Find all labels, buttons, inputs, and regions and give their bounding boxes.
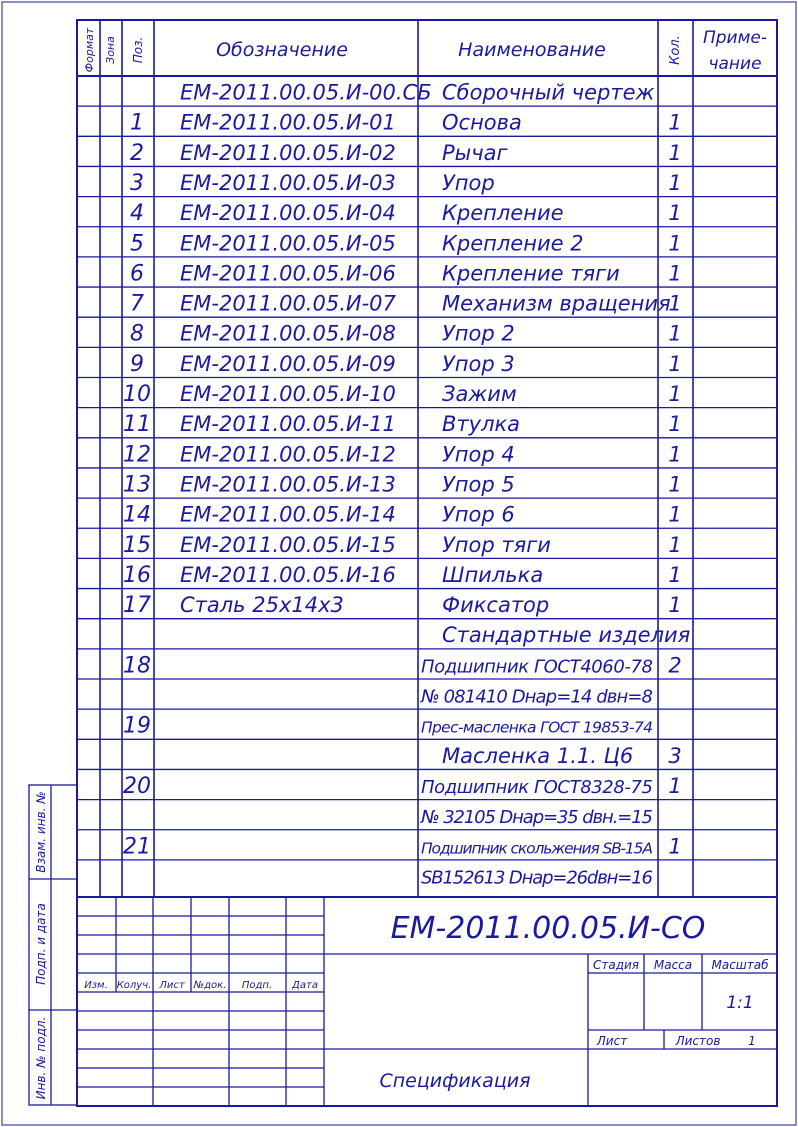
table-row <box>123 503 682 528</box>
row-qty: 1 <box>668 382 682 407</box>
header-note-line1: Приме- <box>702 28 768 48</box>
row-name: Подшипник ГОСТ8328-75 <box>421 776 653 798</box>
row-pos: 21 <box>123 834 151 860</box>
row-name: Упор <box>442 170 495 195</box>
scale-value: 1:1 <box>726 993 754 1013</box>
row-name: SB152613 Dнар=26dвн=16 <box>421 867 653 889</box>
row-pos: 14 <box>123 502 151 528</box>
row-designation: ЕМ-2011.00.05.И-03 <box>180 170 396 195</box>
col-list-label: Лист <box>159 980 185 991</box>
row-pos: 2 <box>130 140 144 166</box>
row-qty: 1 <box>668 472 682 497</box>
table-row <box>123 412 682 437</box>
table-row <box>123 653 682 678</box>
row-name: Механизм вращения <box>442 291 671 316</box>
table-row <box>180 81 654 105</box>
table-row <box>442 744 682 768</box>
sheet-label: Лист <box>596 1034 628 1048</box>
row-name: Сборочный чертеж <box>442 80 655 105</box>
row-qty: 1 <box>668 261 682 286</box>
row-pos: 3 <box>130 170 144 196</box>
table-row <box>442 623 690 647</box>
table-row <box>123 382 682 407</box>
header-designation: Обозначение <box>216 39 348 61</box>
header-pos: Поз. <box>131 36 145 64</box>
stage-label: Стадия <box>592 958 640 972</box>
row-designation: ЕМ-2011.00.05.И-09 <box>180 351 396 376</box>
row-designation: ЕМ-2011.00.05.И-08 <box>180 321 396 346</box>
row-designation: ЕМ-2011.00.05.И-00.СБ <box>180 80 432 105</box>
col-izm-label: Изм. <box>84 980 108 991</box>
row-designation: Сталь 25х14х3 <box>180 593 344 618</box>
row-name: Упор 5 <box>442 472 515 497</box>
stamp-inv-podl: Инв. № подл. <box>34 1016 48 1100</box>
stamp-sign-date: Подп. и дата <box>34 903 48 985</box>
table-row <box>130 201 682 226</box>
row-name: № 32105 Dнар=35 dвн.=15 <box>421 807 653 829</box>
header-zone: Зона <box>104 36 117 64</box>
table-row <box>420 807 653 828</box>
row-name: Рычаг <box>442 140 508 165</box>
row-pos: 16 <box>123 562 151 588</box>
row-name: Зажим <box>442 382 517 407</box>
document-code: ЕМ-2011.00.05.И-СО <box>390 911 706 946</box>
row-qty: 1 <box>668 834 682 859</box>
row-pos: 20 <box>123 773 151 799</box>
table-row <box>123 442 682 467</box>
table-row <box>130 111 682 136</box>
row-name: Упор 6 <box>442 502 515 527</box>
row-designation: ЕМ-2011.00.05.И-14 <box>180 502 396 527</box>
col-data-label: Дата <box>292 980 318 991</box>
col-ndok-label: №док. <box>193 980 227 991</box>
table-row <box>130 352 682 377</box>
row-name: Упор тяги <box>442 532 551 557</box>
document-title: Спецификация <box>379 1070 531 1092</box>
row-qty: 1 <box>668 442 682 467</box>
row-qty: 1 <box>668 412 682 437</box>
row-name: Шпилька <box>442 562 544 587</box>
row-designation: ЕМ-2011.00.05.И-16 <box>180 562 396 587</box>
row-qty: 1 <box>668 140 682 165</box>
row-pos: 4 <box>130 201 144 227</box>
row-name: Крепление <box>442 201 564 226</box>
table-row <box>123 472 682 497</box>
row-qty: 3 <box>668 743 682 768</box>
table-header <box>83 27 767 74</box>
header-name: Наименование <box>458 39 606 61</box>
row-name: Подшипник ГОСТ4060-78 <box>421 656 653 678</box>
row-pos: 15 <box>123 532 151 558</box>
table-row <box>123 593 682 618</box>
table-row <box>130 231 682 256</box>
table-row <box>130 261 682 286</box>
row-designation: ЕМ-2011.00.05.И-13 <box>180 472 396 497</box>
row-pos: 11 <box>123 412 151 438</box>
row-qty: 1 <box>668 291 682 316</box>
stamp-inv-zam: Взам. инв. № <box>34 791 48 873</box>
header-format: Формат <box>83 27 96 73</box>
row-name: Подшипник скольжения SB-15A <box>421 839 653 858</box>
row-pos: 5 <box>130 231 144 257</box>
table-row <box>130 322 682 347</box>
col-kol-label: Колуч. <box>116 980 152 991</box>
header-qty: Кол. <box>668 35 683 65</box>
row-designation: ЕМ-2011.00.05.И-04 <box>180 201 396 226</box>
row-pos: 19 <box>123 713 151 739</box>
row-qty: 1 <box>668 110 682 135</box>
row-name: Упор 2 <box>442 321 515 346</box>
col-podp-label: Подп. <box>241 980 273 991</box>
scale-label: Масштаб <box>711 958 769 972</box>
table-row <box>130 292 682 317</box>
row-name: Крепление 2 <box>442 231 584 256</box>
row-pos: 12 <box>123 442 151 468</box>
row-qty: 1 <box>668 351 682 376</box>
row-qty: 1 <box>668 502 682 527</box>
table-row <box>123 774 682 799</box>
row-pos: 1 <box>130 110 144 136</box>
row-qty: 2 <box>668 653 682 678</box>
sheets-value: 1 <box>748 1034 756 1048</box>
row-name: Крепление тяги <box>442 261 620 286</box>
row-pos: 13 <box>123 472 151 498</box>
row-name: Стандартные изделия <box>442 623 691 648</box>
row-qty: 1 <box>668 593 682 618</box>
row-qty: 1 <box>668 532 682 557</box>
table-row <box>123 834 682 859</box>
row-name: Фиксатор <box>442 593 550 618</box>
row-qty: 1 <box>668 773 682 798</box>
row-qty: 1 <box>668 201 682 226</box>
row-designation: ЕМ-2011.00.05.И-06 <box>180 261 396 286</box>
row-designation: ЕМ-2011.00.05.И-01 <box>180 110 396 135</box>
sheets-label: Листов <box>675 1034 721 1048</box>
table-row <box>420 687 653 708</box>
row-name: Прес-масленка ГОСТ 19853-74 <box>421 718 653 737</box>
row-designation: ЕМ-2011.00.05.И-02 <box>180 140 396 165</box>
row-pos: 10 <box>123 382 151 408</box>
row-pos: 18 <box>123 653 151 679</box>
row-qty: 1 <box>668 321 682 346</box>
row-pos: 6 <box>130 261 144 287</box>
row-designation: ЕМ-2011.00.05.И-15 <box>180 532 396 557</box>
mass-label: Масса <box>653 958 693 972</box>
row-designation: ЕМ-2011.00.05.И-12 <box>180 442 396 467</box>
row-name: Втулка <box>442 412 521 437</box>
header-note-line2: чание <box>708 54 762 74</box>
table-row <box>130 141 682 166</box>
spec-rows <box>123 81 690 889</box>
row-name: Упор 3 <box>442 351 515 376</box>
row-designation: ЕМ-2011.00.05.И-07 <box>180 291 396 316</box>
row-name: № 081410 Dнар=14 dвн=8 <box>421 686 653 708</box>
row-designation: ЕМ-2011.00.05.И-05 <box>180 231 396 256</box>
row-qty: 1 <box>668 562 682 587</box>
table-row <box>130 171 682 196</box>
row-designation: ЕМ-2011.00.05.И-11 <box>180 412 396 437</box>
row-pos: 8 <box>130 321 144 347</box>
row-qty: 1 <box>668 170 682 195</box>
table-row <box>123 714 653 739</box>
row-qty: 1 <box>668 231 682 256</box>
table-row <box>123 563 682 588</box>
row-pos: 7 <box>130 291 144 317</box>
row-name: Масленка 1.1. Ц6 <box>442 743 634 768</box>
row-designation: ЕМ-2011.00.05.И-10 <box>180 382 396 407</box>
row-pos: 9 <box>130 351 144 377</box>
table-row <box>421 867 653 888</box>
row-pos: 17 <box>123 593 151 619</box>
table-row <box>123 533 682 558</box>
row-name: Основа <box>442 110 522 135</box>
row-name: Упор 4 <box>442 442 515 467</box>
